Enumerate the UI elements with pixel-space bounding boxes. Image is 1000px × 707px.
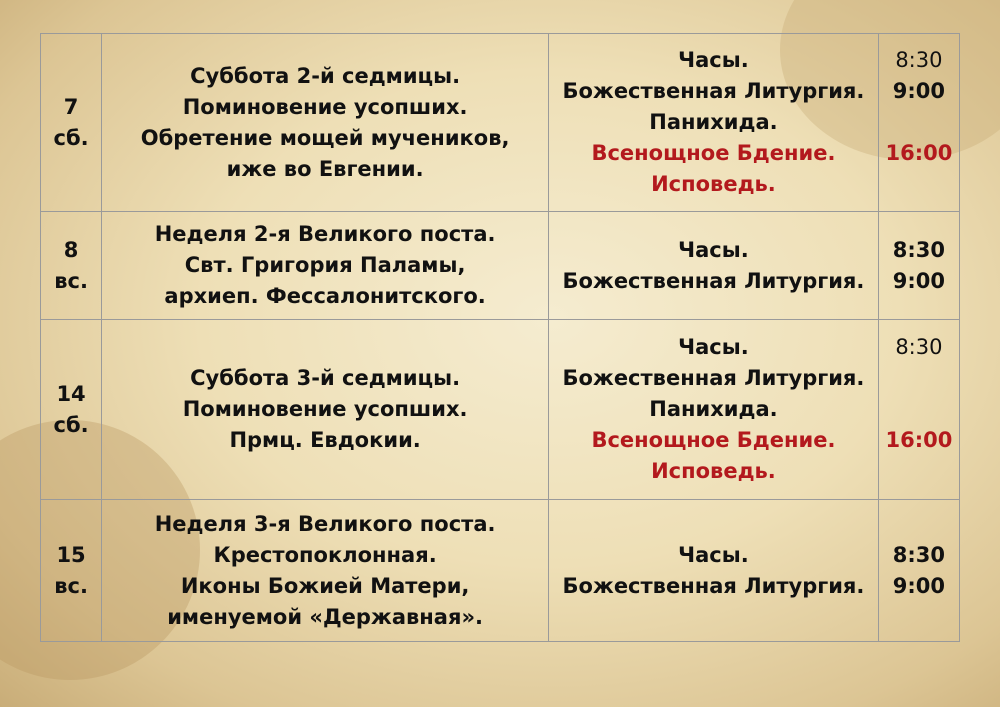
day-number: 8 [63,237,79,262]
time-cell [878,320,959,500]
table-row [41,320,960,500]
weekday: вс. [54,573,88,598]
time-cell [878,212,959,320]
event-line: именуемой «Державная». [167,604,483,629]
service-cell [549,500,879,642]
service-line: Панихида. [649,397,778,421]
time-cell [878,500,959,642]
day-cell [41,500,102,642]
event-cell [102,320,549,500]
service-line: Панихида. [649,110,778,134]
time-value: 8:30 [892,237,946,262]
service-line: Часы. [678,48,749,72]
table-row [41,212,960,320]
event-line: Крестопоклонная. [213,542,437,567]
time-value: 9:00 [892,268,946,293]
event-cell [102,212,549,320]
day-cell [41,320,102,500]
service-cell [549,34,879,212]
event-cell [102,34,549,212]
day-number: 15 [56,542,86,567]
service-line: Часы. [678,335,749,359]
event-line: иже во Евгении. [226,156,424,181]
day-number: 14 [56,381,86,406]
day-cell [41,212,102,320]
event-line: Неделя 2-я Великого поста. [154,222,496,246]
event-line: архиеп. Фессалонитского. [164,284,486,308]
service-line: Божественная Литургия. [562,366,865,390]
event-cell [102,500,549,642]
service-line: Божественная Литургия. [562,79,865,103]
service-line: Божественная Литургия. [562,268,865,293]
service-line: Всенощное Бдение. [591,428,836,452]
service-line: Исповедь. [651,172,776,196]
service-cell [549,212,879,320]
event-line: Обретение мощей мучеников, [140,125,510,150]
event-line: Иконы Божией Матери, [180,573,470,598]
time-value: 9:00 [892,79,946,103]
table-row [41,34,960,212]
event-line: Поминовение усопших. [182,94,468,119]
event-line: Суббота 3-й седмицы. [190,366,461,390]
weekday: сб. [53,125,89,150]
time-value: 8:30 [895,335,943,359]
table-row [41,500,960,642]
time-value: 16:00 [885,428,953,452]
day-number: 7 [63,94,79,119]
weekday: сб. [53,412,89,437]
event-line: Свт. Григория Паламы, [184,253,466,277]
time-cell [878,34,959,212]
event-line: Поминовение усопших. [182,397,468,421]
time-value: 9:00 [892,573,946,598]
service-line: Часы. [678,542,749,567]
time-value: 8:30 [892,542,946,567]
event-line: Прмц. Евдокии. [229,428,421,452]
event-line: Неделя 3-я Великого поста. [154,511,496,536]
service-line: Божественная Литургия. [562,573,865,598]
day-cell [41,34,102,212]
service-line: Исповедь. [651,459,776,483]
service-line: Часы. [678,237,749,262]
event-line: Суббота 2-й седмицы. [190,63,461,88]
weekday: вс. [54,268,88,293]
time-value: 8:30 [895,48,943,72]
service-line: Всенощное Бдение. [591,141,836,165]
service-schedule-table [40,33,960,642]
service-cell [549,320,879,500]
time-value: 16:00 [885,141,953,165]
